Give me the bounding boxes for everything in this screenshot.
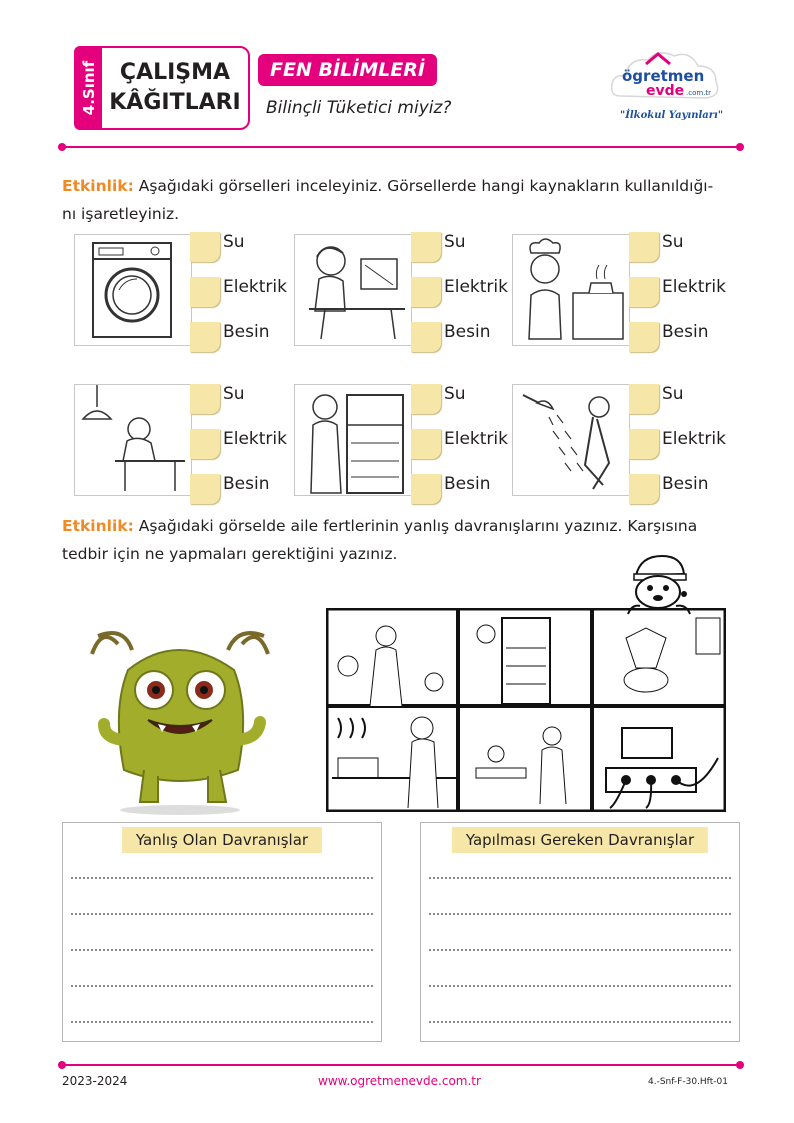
checkbox-note[interactable] bbox=[411, 384, 441, 414]
checkbox-note[interactable] bbox=[411, 322, 441, 352]
website-link[interactable]: www.ogretmenevde.com.tr bbox=[318, 1074, 481, 1088]
header-divider bbox=[62, 146, 740, 148]
answer-line[interactable] bbox=[71, 985, 373, 987]
boy-at-open-fridge-icon bbox=[295, 385, 413, 497]
child-at-computer-icon bbox=[295, 235, 413, 347]
activity-2-instruction: Etkinlik: Aşağıdaki görselde aile fertlerinin yanlış davranışlarını yazınız. Karşısına tedbir için ne yapmaları gerektiğini yazınız. bbox=[62, 517, 698, 563]
footer-divider bbox=[62, 1064, 740, 1066]
boy-fridge-picture bbox=[294, 384, 412, 496]
svg-text:evde: evde bbox=[646, 83, 685, 99]
answer-line[interactable] bbox=[71, 949, 373, 951]
answer-line[interactable] bbox=[429, 949, 731, 951]
checkbox-note[interactable] bbox=[190, 429, 220, 459]
answer-line[interactable] bbox=[71, 1021, 373, 1023]
topic-title: Bilinçli Tüketici miyiz? bbox=[266, 98, 452, 118]
answer-line[interactable] bbox=[429, 913, 731, 915]
checkbox-note[interactable] bbox=[190, 277, 220, 307]
checkbox-note[interactable] bbox=[629, 429, 659, 459]
wrong-behaviors-box bbox=[62, 822, 382, 1042]
option-besin[interactable]: Besin bbox=[190, 470, 280, 510]
child-at-desk-with-lamp-icon bbox=[75, 385, 193, 497]
option-su[interactable]: Su bbox=[411, 228, 501, 268]
option-elektrik[interactable]: Elektrik bbox=[629, 273, 719, 313]
checkbox-note[interactable] bbox=[411, 429, 441, 459]
correct-behaviors-title: Yapılması Gereken Davranışlar bbox=[452, 827, 708, 853]
checkbox-note[interactable] bbox=[190, 322, 220, 352]
option-su[interactable]: Su bbox=[411, 380, 501, 420]
child-computer-picture bbox=[294, 234, 412, 346]
option-elektrik[interactable]: Elektrik bbox=[411, 425, 501, 465]
checkbox-note[interactable] bbox=[629, 474, 659, 504]
worksheet-title bbox=[100, 46, 250, 130]
answer-line[interactable] bbox=[429, 877, 731, 879]
checkbox-note[interactable] bbox=[190, 384, 220, 414]
option-elektrik[interactable]: Elektrik bbox=[190, 425, 280, 465]
option-elektrik[interactable]: Elektrik bbox=[629, 425, 719, 465]
option-besin[interactable]: Besin bbox=[190, 318, 280, 358]
activity-1-instruction: Etkinlik: Aşağıdaki görselleri inceleyiniz. Görsellerde hangi kaynakların kullanıldığı- nı işaretleyiniz. bbox=[62, 177, 714, 223]
option-besin[interactable]: Besin bbox=[629, 470, 719, 510]
checkbox-note[interactable] bbox=[629, 277, 659, 307]
checkbox-note[interactable] bbox=[411, 232, 441, 262]
checkbox-note[interactable] bbox=[411, 474, 441, 504]
svg-text:.com.tr: .com.tr bbox=[686, 89, 712, 97]
activity-label: Etkinlik: bbox=[62, 177, 134, 195]
option-su[interactable]: Su bbox=[629, 380, 719, 420]
washing-machine-icon bbox=[75, 235, 193, 347]
activity-label: Etkinlik: bbox=[62, 517, 134, 535]
child-desk-picture bbox=[74, 384, 192, 496]
cook-picture bbox=[512, 234, 630, 346]
school-year: 2023-2024 bbox=[62, 1074, 128, 1088]
dog-with-helmet-icon bbox=[618, 552, 702, 616]
checkbox-note[interactable] bbox=[190, 232, 220, 262]
answer-line[interactable] bbox=[429, 985, 731, 987]
wrong-behaviors-title: Yanlış Olan Davranışlar bbox=[122, 827, 322, 853]
option-besin[interactable]: Besin bbox=[629, 318, 719, 358]
answer-line[interactable] bbox=[71, 877, 373, 879]
svg-text:"İlkokul Yayınları": "İlkokul Yayınları" bbox=[620, 110, 724, 121]
title-line-1: ÇALIŞMA bbox=[119, 60, 231, 85]
option-su[interactable]: Su bbox=[629, 228, 719, 268]
option-su[interactable]: Su bbox=[190, 228, 280, 268]
answer-line[interactable] bbox=[429, 1021, 731, 1023]
checkbox-note[interactable] bbox=[411, 277, 441, 307]
person-in-shower-icon bbox=[513, 385, 631, 497]
option-besin[interactable]: Besin bbox=[411, 470, 501, 510]
svg-text:ögretmen: ögretmen bbox=[622, 67, 705, 85]
household-scenes-comic bbox=[326, 608, 726, 812]
option-besin[interactable]: Besin bbox=[411, 318, 501, 358]
checkbox-note[interactable] bbox=[629, 384, 659, 414]
cook-at-stove-icon bbox=[513, 235, 631, 347]
answer-line[interactable] bbox=[71, 913, 373, 915]
washing-machine-picture bbox=[74, 234, 192, 346]
option-su[interactable]: Su bbox=[190, 380, 280, 420]
grade-label: 4.Sınıf bbox=[80, 60, 98, 116]
shower-picture bbox=[512, 384, 630, 496]
checkbox-note[interactable] bbox=[629, 322, 659, 352]
checkbox-note[interactable] bbox=[190, 474, 220, 504]
green-monster-icon bbox=[88, 620, 272, 820]
option-elektrik[interactable]: Elektrik bbox=[190, 273, 280, 313]
publisher-logo bbox=[606, 44, 724, 130]
subject-badge: FEN BİLİMLERİ bbox=[258, 54, 437, 86]
document-code: 4.-Snf-F-30.Hft-01 bbox=[648, 1077, 728, 1087]
correct-behaviors-box bbox=[420, 822, 740, 1042]
checkbox-note[interactable] bbox=[629, 232, 659, 262]
option-elektrik[interactable]: Elektrik bbox=[411, 273, 501, 313]
title-line-2: KÂĞITLARI bbox=[109, 90, 241, 115]
